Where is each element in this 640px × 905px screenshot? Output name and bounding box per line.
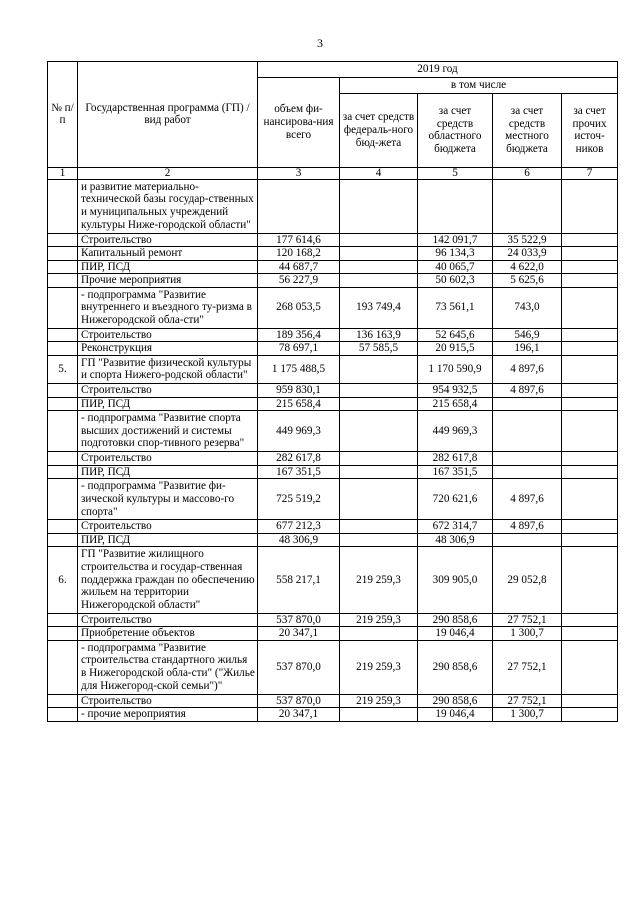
row-number: 6. [48,547,78,614]
value-total: 725 519,2 [258,479,340,520]
value-regional: 50 602,3 [418,274,493,288]
table-row [48,640,618,694]
row-name: ПИР, ПСД [78,533,258,547]
value-total: 449 969,3 [258,411,340,452]
value-other [562,627,618,641]
value-local: 4 897,6 [493,355,562,383]
value-total: 1 175 488,5 [258,355,340,383]
value-federal [340,397,418,411]
row-number [48,274,78,288]
value-total: 537 870,0 [258,640,340,694]
row-name: Строительство [78,452,258,466]
value-regional: 449 969,3 [418,411,493,452]
value-total: 120 168,2 [258,247,340,261]
value-local: 1 300,7 [493,708,562,722]
value-local: 5 625,6 [493,274,562,288]
value-federal [340,233,418,247]
value-local: 196,1 [493,342,562,356]
value-total: 20 347,1 [258,708,340,722]
table-row [48,260,618,274]
index-cell: 4 [340,167,418,179]
index-cell: 5 [418,167,493,179]
table-row [48,533,618,547]
value-federal [340,260,418,274]
column-index-row [48,167,618,179]
table-row [48,694,618,708]
row-name: - подпрограмма "Развитие строительства стандартного жилья в Нижегородской обла-сти" ("Жилье для Нижегород-ской семьи")" [78,640,258,694]
value-regional: 309 905,0 [418,547,493,614]
value-total: 282 617,8 [258,452,340,466]
row-name: Строительство [78,233,258,247]
value-local [493,397,562,411]
value-federal [340,411,418,452]
value-local: 27 752,1 [493,613,562,627]
row-name: Приобретение объектов [78,627,258,641]
value-local: 29 052,8 [493,547,562,614]
row-number [48,411,78,452]
value-local: 546,9 [493,328,562,342]
value-local [493,452,562,466]
row-name: - подпрограмма "Развитие фи-зической культуры и массово-го спорта" [78,479,258,520]
financing-table [47,61,618,722]
table-row [48,342,618,356]
value-local: 24 033,9 [493,247,562,261]
row-number [48,520,78,534]
value-other [562,613,618,627]
row-number [48,694,78,708]
row-name: Строительство [78,613,258,627]
value-federal [340,179,418,233]
value-other [562,355,618,383]
index-cell: 3 [258,167,340,179]
value-regional: 96 134,3 [418,247,493,261]
value-regional: 73 561,1 [418,287,493,328]
value-federal: 219 259,3 [340,694,418,708]
value-federal [340,627,418,641]
value-total [258,179,340,233]
value-total: 189 356,4 [258,328,340,342]
value-federal: 57 585,5 [340,342,418,356]
row-number [48,627,78,641]
value-regional: 48 306,9 [418,533,493,547]
header-col-total: объем фи-нансирова-ния всего [258,78,340,168]
value-other [562,411,618,452]
value-other [562,397,618,411]
value-regional: 19 046,4 [418,627,493,641]
value-regional: 167 351,5 [418,465,493,479]
value-regional: 215 658,4 [418,397,493,411]
row-number [48,465,78,479]
value-other [562,260,618,274]
value-federal: 219 259,3 [340,547,418,614]
row-name: Строительство [78,328,258,342]
header-col-federal: за счет средств федераль-ного бюд-жета [340,93,418,167]
value-local: 27 752,1 [493,694,562,708]
row-name: Строительство [78,384,258,398]
row-name: - подпрограмма "Развитие внутреннего и въездного ту-ризма в Нижегородской обла-сти" [78,287,258,328]
row-name: Строительство [78,520,258,534]
index-cell: 2 [78,167,258,179]
value-regional: 720 621,6 [418,479,493,520]
row-number [48,533,78,547]
row-name: Капитальный ремонт [78,247,258,261]
value-other [562,640,618,694]
table-row [48,179,618,233]
row-number [48,708,78,722]
value-federal: 219 259,3 [340,640,418,694]
header-col-no: № п/п [48,62,78,168]
row-name: ГП "Развитие физической культуры и спорта Нижего-родской области" [78,355,258,383]
value-other [562,533,618,547]
row-name: ПИР, ПСД [78,465,258,479]
table-row [48,384,618,398]
row-number [48,452,78,466]
table-row [48,613,618,627]
value-local: 1 300,7 [493,627,562,641]
row-name: ПИР, ПСД [78,397,258,411]
row-name: ГП "Развитие жилищного строительства и государ-ственная поддержка граждан по обеспечению жильем на территории Нижегородской области" [78,547,258,614]
row-number [48,640,78,694]
value-federal [340,247,418,261]
header-year: 2019 год [258,62,618,78]
value-regional: 954 932,5 [418,384,493,398]
table-row [48,627,618,641]
table-body [48,179,618,721]
header-col-regional: за счет средств областного бюджета [418,93,493,167]
value-other [562,247,618,261]
value-federal [340,533,418,547]
value-federal [340,708,418,722]
value-other [562,479,618,520]
header-col-local: за счет средств местного бюджета [493,93,562,167]
row-number [48,479,78,520]
value-other [562,233,618,247]
row-number [48,342,78,356]
table-row [48,328,618,342]
value-total: 537 870,0 [258,613,340,627]
row-number [48,260,78,274]
page-number: 3 [317,36,323,50]
value-regional [418,179,493,233]
value-federal: 219 259,3 [340,613,418,627]
row-name: - прочие мероприятия [78,708,258,722]
value-federal [340,520,418,534]
row-number [48,328,78,342]
value-regional: 290 858,6 [418,694,493,708]
table-row [48,287,618,328]
value-total: 48 306,9 [258,533,340,547]
row-name: ПИР, ПСД [78,260,258,274]
value-local [493,411,562,452]
value-federal: 193 749,4 [340,287,418,328]
row-number [48,384,78,398]
value-total: 20 347,1 [258,627,340,641]
row-number [48,287,78,328]
header-including: в том числе [340,78,618,94]
index-cell: 1 [48,167,78,179]
value-total: 56 227,9 [258,274,340,288]
row-number [48,179,78,233]
value-other [562,328,618,342]
value-regional: 20 915,5 [418,342,493,356]
value-local: 743,0 [493,287,562,328]
value-other [562,179,618,233]
table-row [48,452,618,466]
value-total: 215 658,4 [258,397,340,411]
value-federal [340,452,418,466]
value-regional: 1 170 590,9 [418,355,493,383]
value-local: 4 897,6 [493,384,562,398]
value-other [562,694,618,708]
table-row [48,233,618,247]
value-local [493,179,562,233]
row-name: Реконструкция [78,342,258,356]
value-total: 558 217,1 [258,547,340,614]
value-local: 27 752,1 [493,640,562,694]
value-regional: 290 858,6 [418,613,493,627]
value-regional: 290 858,6 [418,640,493,694]
value-federal [340,479,418,520]
value-other [562,287,618,328]
row-number: 5. [48,355,78,383]
row-number [48,397,78,411]
value-total: 44 687,7 [258,260,340,274]
value-other [562,342,618,356]
value-federal: 136 163,9 [340,328,418,342]
row-number [48,233,78,247]
value-total: 268 053,5 [258,287,340,328]
row-number [48,247,78,261]
table-row [48,274,618,288]
value-federal [340,355,418,383]
value-regional: 672 314,7 [418,520,493,534]
value-federal [340,384,418,398]
value-total: 78 697,1 [258,342,340,356]
value-local [493,465,562,479]
table-row [48,520,618,534]
value-other [562,384,618,398]
value-other [562,708,618,722]
table-row [48,708,618,722]
table-row [48,465,618,479]
value-local [493,533,562,547]
value-total: 167 351,5 [258,465,340,479]
value-total: 177 614,6 [258,233,340,247]
value-federal [340,465,418,479]
value-other [562,452,618,466]
value-other [562,520,618,534]
value-regional: 282 617,8 [418,452,493,466]
value-local: 4 897,6 [493,520,562,534]
value-federal [340,274,418,288]
table-row [48,411,618,452]
row-name: - подпрограмма "Развитие спорта высших достижений и системы подготовки спор-тивного резерва" [78,411,258,452]
header-col-name: Государственная программа (ГП) / вид работ [78,62,258,168]
index-cell: 6 [493,167,562,179]
value-regional: 40 065,7 [418,260,493,274]
table-row [48,355,618,383]
value-regional: 142 091,7 [418,233,493,247]
value-regional: 19 046,4 [418,708,493,722]
table-row [48,479,618,520]
value-total: 677 212,3 [258,520,340,534]
value-total: 537 870,0 [258,694,340,708]
header-col-other: за счет прочих источ-ников [562,93,618,167]
table-row [48,247,618,261]
index-cell: 7 [562,167,618,179]
row-name: Строительство [78,694,258,708]
value-regional: 52 645,6 [418,328,493,342]
row-name: Прочие мероприятия [78,274,258,288]
row-name: и развитие материально-технической базы государ-ственных и муниципальных учреждений культуры Ниже-городской области" [78,179,258,233]
value-local: 35 522,9 [493,233,562,247]
value-local: 4 622,0 [493,260,562,274]
value-other [562,274,618,288]
value-local: 4 897,6 [493,479,562,520]
value-other [562,547,618,614]
table-row [48,397,618,411]
table-row [48,547,618,614]
value-other [562,465,618,479]
value-total: 959 830,1 [258,384,340,398]
row-number [48,613,78,627]
